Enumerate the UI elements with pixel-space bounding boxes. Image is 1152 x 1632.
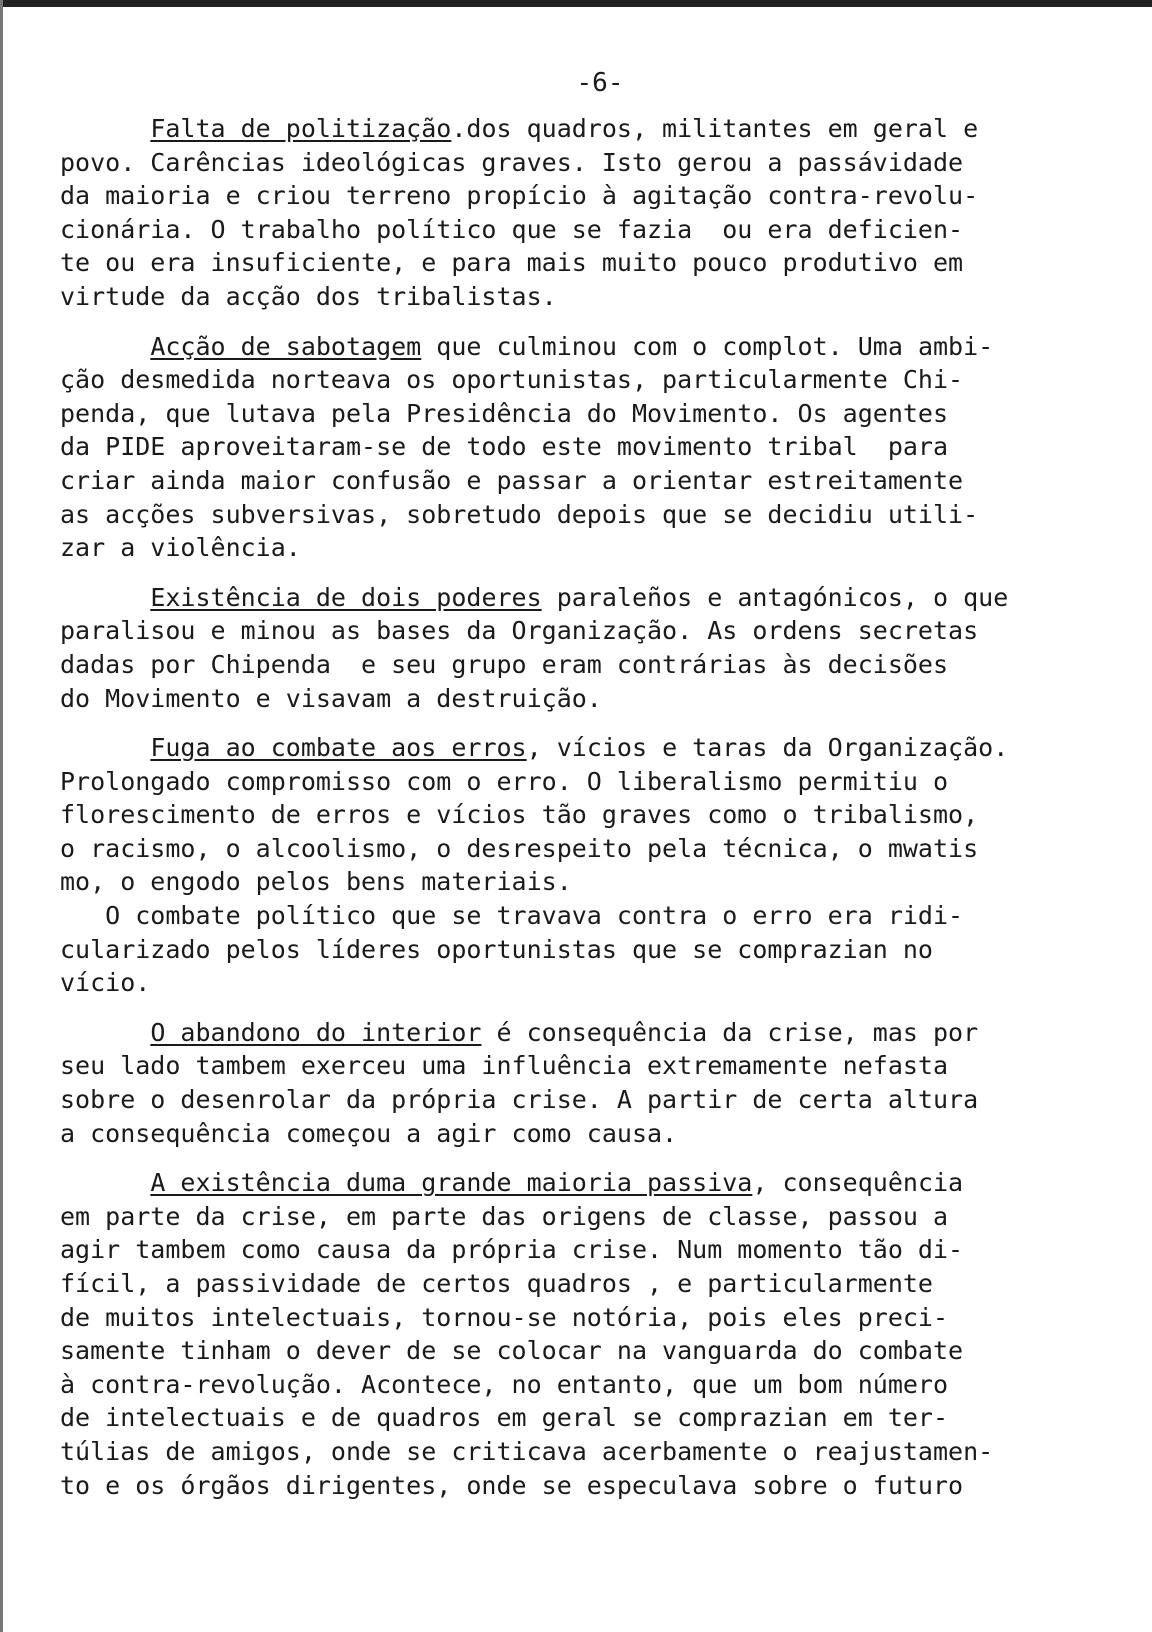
paragraph-line: seu lado tambem exerceu uma influência extremamente nefasta bbox=[60, 1051, 949, 1081]
paragraph-falta-de-politizacao bbox=[60, 112, 1120, 314]
paragraph-maioria-passiva bbox=[60, 1166, 1120, 1502]
paragraph-line: virtude da acção dos tribalistas. bbox=[60, 281, 557, 311]
paragraph-line: criar ainda maior confusão e passar a orientar estreitamente bbox=[60, 465, 964, 495]
paragraph-line: vício. bbox=[60, 968, 151, 998]
paragraph-line: te ou era insuficiente, e para mais muito pouco produtivo em bbox=[60, 248, 964, 278]
paragraph-line: samente tinham o dever de se colocar na vanguarda do combate bbox=[60, 1336, 964, 1366]
section-heading: Acção de sabotagem bbox=[150, 331, 422, 361]
paragraph-line: fícil, a passividade de certos quadros , e particularmente bbox=[60, 1269, 933, 1298]
paragraph-line: sobre o desenrolar da própria crise. A partir de certa altura bbox=[60, 1085, 979, 1115]
paragraph-line: Fuga ao combate aos erros, vícios e taras da Organização. bbox=[150, 733, 1009, 763]
paragraph-line: o racismo, o alcoolismo, o desrespeito pela técnica, o mwatis bbox=[60, 833, 979, 863]
paragraph-line: agir tambem como causa da própria crise. Num momento tão di- bbox=[60, 1235, 964, 1265]
page-left-edge bbox=[0, 0, 3, 1632]
paragraph-line: florescimento de erros e vícios tão graves como o tribalismo, bbox=[60, 800, 979, 830]
paragraph-line: do Movimento e visavam a destruição. bbox=[60, 683, 602, 713]
section-heading: O abandono do interior bbox=[150, 1017, 482, 1047]
document-page bbox=[60, 68, 1120, 1518]
paragraph-line: Existência de dois poderes paraleños e antagónicos, o que bbox=[150, 582, 1009, 612]
paragraph-line: cionária. O trabalho político que se fazia ou era deficien- bbox=[60, 214, 964, 244]
paragraph-line: A existência duma grande maioria passiva, consequência bbox=[150, 1168, 964, 1198]
paragraph-line: mo, o engodo pelos bens materiais. bbox=[60, 867, 572, 897]
page-top-edge bbox=[0, 0, 1152, 7]
paragraph-line: povo. Carências ideológicas graves. Isto gerou a passávidade bbox=[60, 147, 964, 177]
paragraph-line: zar a violência. bbox=[60, 533, 301, 563]
paragraph-line: O combate político que se travava contra o erro era ridi- bbox=[60, 901, 964, 931]
paragraph-line: de muitos intelectuais, tornou-se notória, pois eles preci- bbox=[60, 1302, 949, 1332]
paragraph-line: túlias de amigos, onde se criticava acerbamente o reajustamen- bbox=[60, 1436, 994, 1466]
paragraph-line: O abandono do interior é consequência da crise, mas por bbox=[150, 1017, 979, 1047]
page-number: -6- bbox=[576, 68, 624, 98]
section-heading: A existência duma grande maioria passiva bbox=[150, 1168, 753, 1198]
paragraph-line: to e os órgãos dirigentes, onde se especulava sobre o futuro bbox=[60, 1470, 964, 1500]
paragraph-line: cularizado pelos líderes oportunistas que se comprazian no bbox=[60, 934, 933, 964]
paragraph-line: Falta de politização.dos quadros, militantes em geral e bbox=[150, 114, 979, 143]
paragraph-line: ção desmedida norteava os oportunistas, particularmente Chi- bbox=[60, 365, 964, 395]
paragraph-abandono-do-interior bbox=[60, 1016, 1120, 1150]
section-heading: Falta de politização bbox=[150, 114, 452, 143]
paragraph-fuga-ao-combate bbox=[60, 731, 1120, 1000]
section-heading: Existência de dois poderes bbox=[150, 582, 542, 612]
paragraph-existencia-dois-poderes bbox=[60, 581, 1120, 715]
paragraph-line: Prolongado compromisso com o erro. O liberalismo permitiu o bbox=[60, 766, 949, 796]
paragraph-line: as acções subversivas, sobretudo depois que se decidiu utili- bbox=[60, 499, 979, 529]
paragraph-line: à contra-revolução. Acontece, no entanto, que um bom número bbox=[60, 1369, 949, 1399]
paragraph-line: em parte da crise, em parte das origens de classe, passou a bbox=[60, 1201, 949, 1231]
paragraph-line: Acção de sabotagem que culminou com o complot. Uma ambi- bbox=[150, 331, 994, 361]
paragraph-line: dadas por Chipenda e seu grupo eram contrárias às decisões bbox=[60, 649, 949, 679]
paragraph-accao-de-sabotagem bbox=[60, 330, 1120, 565]
paragraph-line: da PIDE aproveitaram-se de todo este movimento tribal para bbox=[60, 432, 949, 462]
paragraph-line: paralisou e minou as bases da Organização. As ordens secretas bbox=[60, 616, 979, 646]
paragraph-line: penda, que lutava pela Presidência do Movimento. Os agentes bbox=[60, 398, 949, 428]
paragraph-line: da maioria e criou terreno propício à agitação contra-revolu- bbox=[60, 181, 979, 211]
section-heading: Fuga ao combate aos erros bbox=[150, 733, 527, 763]
paragraph-line: de intelectuais e de quadros em geral se comprazian em ter- bbox=[60, 1403, 949, 1433]
paragraph-line: a consequência começou a agir como causa. bbox=[60, 1118, 678, 1148]
